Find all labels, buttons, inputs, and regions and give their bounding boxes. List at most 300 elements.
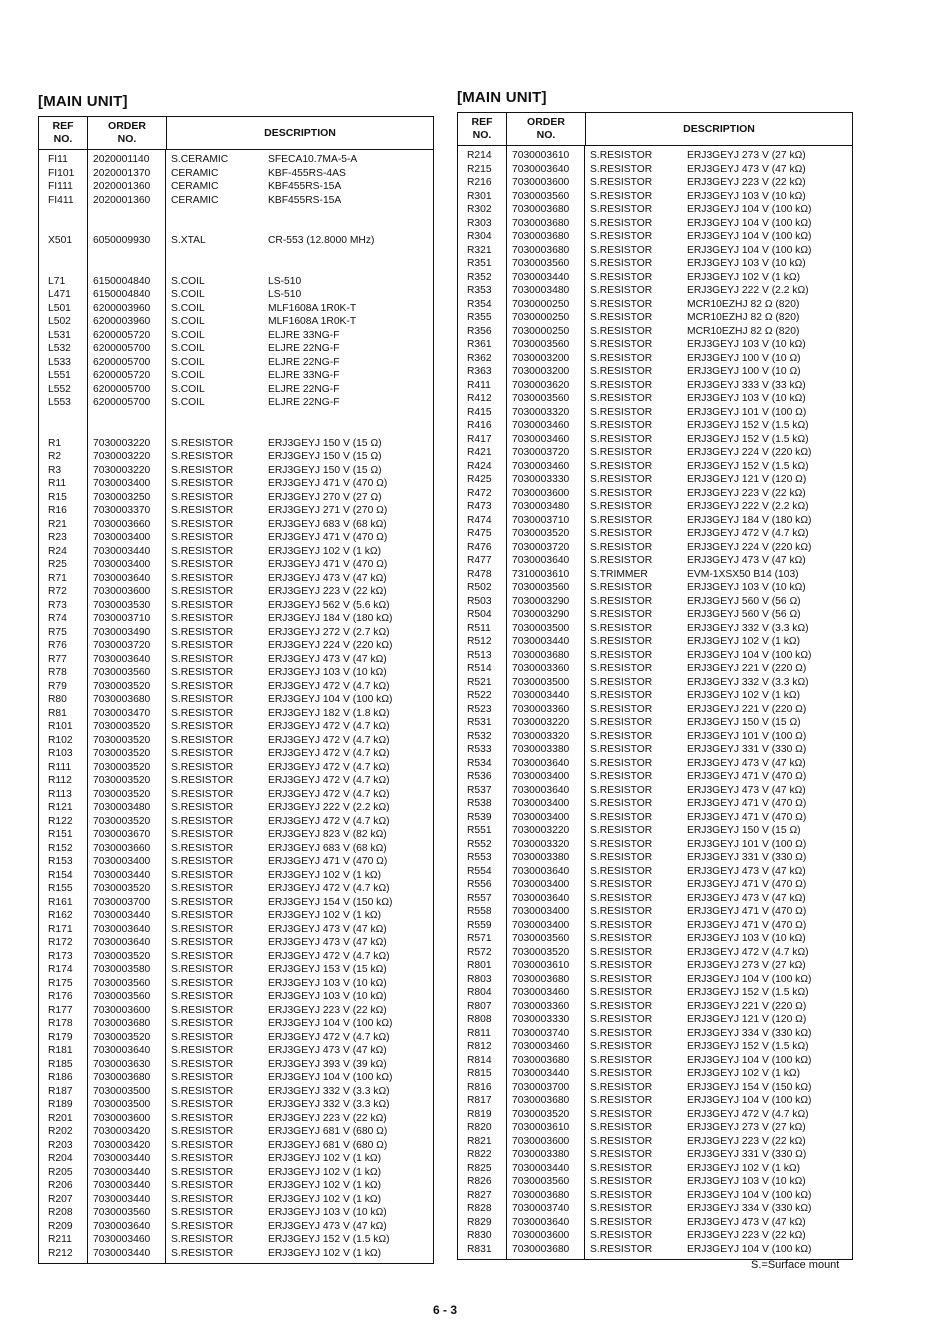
part-type: S.RESISTOR: [590, 636, 653, 647]
ref-no: R551: [467, 825, 492, 836]
part-type: S.RESISTOR: [171, 518, 234, 530]
table-row: [458, 473, 852, 487]
table-row: [39, 1139, 433, 1153]
order-no: 7030003220: [512, 717, 570, 728]
part-type: S.RESISTOR: [171, 437, 234, 449]
part-value: ERJ3GEYJ 473 V (47 kΩ): [687, 892, 806, 904]
ref-no: R536: [467, 771, 492, 782]
table-row: [458, 244, 852, 258]
ref-no: R177: [48, 1004, 73, 1016]
ref-no: R185: [48, 1058, 73, 1070]
part-value: ERJ3GEYJ 471 V (470 Ω): [687, 879, 807, 890]
part-value: ERJ3GEYJ 334 V (330 kΩ): [687, 1203, 812, 1214]
order-no: 7030003380: [512, 852, 570, 863]
ref-no: R821: [467, 1135, 492, 1147]
order-no: 7030000250: [512, 325, 570, 337]
table-row: [458, 163, 852, 177]
part-value: ERJ3GEYJ 103 V (10 kΩ): [268, 1207, 387, 1218]
ref-no: R321: [467, 244, 492, 256]
part-type: S.RESISTOR: [590, 285, 653, 296]
part-type: S.RESISTOR: [171, 856, 234, 867]
table-row: [39, 612, 433, 626]
table-row: [39, 1220, 433, 1234]
table-row: [39, 1071, 433, 1085]
part-value: ERJ3GEYJ 331 V (330 Ω): [687, 852, 807, 863]
footnote: S.=Surface mount: [751, 1259, 840, 1271]
table-row: [39, 1085, 433, 1099]
part-value: ERJ3GEYJ 681 V (680 Ω): [268, 1139, 388, 1151]
order-no: 7030003520: [93, 883, 151, 894]
order-no: 7030003520: [512, 528, 570, 539]
part-value: ERJ3GEYJ 473 V (47 kΩ): [687, 1216, 806, 1228]
table-row: [39, 194, 433, 208]
ref-no: R112: [48, 775, 72, 786]
ref-no: R474: [467, 514, 492, 526]
part-value: ERJ3GEYJ 473 V (47 kΩ): [268, 923, 387, 935]
table-row: [458, 1000, 852, 1014]
part-value: ERJ3GEYJ 103 V (10 kΩ): [687, 582, 806, 593]
table-row: [458, 865, 852, 879]
ref-no: R153: [48, 856, 73, 867]
ref-no: R162: [48, 910, 73, 921]
ref-no: R472: [467, 487, 492, 499]
part-type: S.RESISTOR: [171, 788, 234, 800]
table-spacer: [39, 207, 433, 221]
part-type: S.RESISTOR: [171, 694, 234, 705]
order-no: 7030003400: [512, 811, 570, 823]
part-type: S.RESISTOR: [590, 231, 653, 242]
part-type: S.RESISTOR: [590, 1230, 653, 1241]
part-type: S.RESISTOR: [171, 559, 234, 570]
order-no: 7030003400: [93, 532, 151, 543]
order-no: 7030003400: [512, 906, 570, 917]
order-no: 7030003520: [93, 761, 151, 773]
ref-no: R830: [467, 1230, 492, 1241]
header-ref: [39, 117, 88, 149]
table-row: [458, 311, 852, 325]
part-value: ERJ3GEYJ 562 V (5.6 kΩ): [268, 599, 390, 611]
table-row: [458, 1148, 852, 1162]
order-no: 7030003520: [93, 788, 151, 800]
table-row: [39, 774, 433, 788]
part-value: ERJ3GEYJ 103 V (10 kΩ): [687, 339, 806, 350]
part-type: S.RESISTOR: [171, 964, 234, 975]
ref-no: R475: [467, 528, 492, 539]
part-value: ERJ3GEYJ 683 V (68 kΩ): [268, 842, 387, 854]
ref-no: R473: [467, 501, 492, 512]
part-value: ERJ3GEYJ 102 V (1 kΩ): [268, 1180, 381, 1191]
part-value: ERJ3GEYJ 332 V (3.3 kΩ): [687, 622, 809, 634]
section-title: [MAIN UNIT]: [38, 93, 128, 110]
part-type: S.RESISTOR: [590, 852, 653, 863]
ref-no: R16: [48, 505, 67, 516]
order-no: 2020001360: [93, 194, 151, 206]
part-type: S.RESISTOR: [171, 532, 234, 543]
part-value: ERJ3GEYJ 102 V (1 kΩ): [268, 1247, 381, 1259]
part-value: ERJ3GEYJ 560 V (56 Ω): [687, 609, 801, 620]
part-value: ERJ3GEYJ 272 V (2.7 kΩ): [268, 626, 390, 638]
part-value: ERJ3GEYJ 472 V (4.7 kΩ): [268, 1031, 390, 1043]
order-no: 7030003480: [512, 285, 570, 296]
table-header: [39, 117, 433, 150]
ref-no: R808: [467, 1014, 492, 1025]
order-no: 7030003200: [512, 366, 570, 377]
table-row: [458, 190, 852, 204]
order-no: 7030003640: [93, 1045, 151, 1056]
part-value: ERJ3GEYJ 103 V (10 kΩ): [268, 991, 387, 1002]
order-no: 7030003400: [93, 478, 151, 489]
table-row: [458, 608, 852, 622]
ref-no: FI411: [48, 194, 74, 206]
part-type: S.RESISTOR: [171, 1072, 234, 1083]
order-no: 7030003400: [93, 559, 151, 570]
part-type: S.RESISTOR: [171, 1058, 234, 1070]
order-no: 7030003630: [93, 1058, 151, 1070]
part-value: ERJ3GEYJ 150 V (15 Ω): [268, 437, 382, 449]
part-type: CERAMIC: [171, 194, 219, 206]
part-type: S.RESISTOR: [590, 825, 653, 836]
order-no: 7030003680: [512, 1054, 570, 1066]
part-value: MLF1608A 1R0K-T: [268, 302, 357, 314]
part-type: S.RESISTOR: [171, 869, 234, 881]
part-type: S.RESISTOR: [590, 420, 653, 431]
ref-no: R176: [48, 991, 73, 1002]
ref-no: L532: [48, 343, 71, 354]
order-no: 7030003560: [93, 991, 151, 1002]
ref-no: R363: [467, 366, 492, 377]
ref-no: L531: [48, 329, 71, 341]
order-no: 7030003640: [93, 1220, 151, 1232]
order-no: 7030003680: [93, 1072, 151, 1083]
part-type: S.RESISTOR: [171, 1045, 234, 1056]
order-no: 7030003440: [512, 636, 570, 647]
parts-table: [38, 116, 434, 1264]
table-row: [458, 500, 852, 514]
header-label: REF NO.: [52, 120, 74, 145]
order-no: 7030003520: [512, 1108, 570, 1120]
order-no: 7030003460: [512, 1041, 570, 1052]
part-type: S.RESISTOR: [171, 734, 234, 746]
part-type: S.RESISTOR: [171, 667, 234, 678]
part-value: ERJ3GEYJ 150 V (15 Ω): [687, 825, 801, 836]
part-value: ERJ3GEYJ 104 V (100 kΩ): [687, 204, 812, 215]
ref-no: R178: [48, 1018, 73, 1029]
part-value: ERJ3GEYJ 472 V (4.7 kΩ): [687, 946, 809, 958]
table-row: [39, 1031, 433, 1045]
order-no: 7030003640: [512, 1216, 570, 1228]
table-row: [458, 1040, 852, 1054]
table-row: [458, 230, 852, 244]
ref-no: R552: [467, 838, 492, 850]
part-value: ERJ3GEYJ 224 V (220 kΩ): [268, 640, 393, 651]
table-row: [39, 491, 433, 505]
table-row: [458, 514, 852, 528]
part-type: S.RESISTOR: [590, 1014, 653, 1025]
ref-no: R80: [48, 694, 67, 705]
order-no: 7030003680: [93, 694, 151, 705]
part-value: ERJ3GEYJ 222 V (2.2 kΩ): [687, 285, 809, 296]
part-value: ERJ3GEYJ 104 V (100 kΩ): [687, 1243, 812, 1255]
part-type: S.RESISTOR: [171, 599, 234, 611]
ref-no: R209: [48, 1220, 73, 1232]
ref-no: R512: [467, 636, 492, 647]
table-row: [39, 936, 433, 950]
part-value: ERJ3GEYJ 102 V (1 kΩ): [687, 636, 800, 647]
table-row: [458, 689, 852, 703]
table-row: [39, 923, 433, 937]
ref-no: R301: [467, 190, 492, 202]
part-type: S.RESISTOR: [171, 1220, 234, 1232]
ref-no: R102: [48, 734, 73, 746]
table-row: [458, 730, 852, 744]
ref-no: R351: [467, 258, 492, 269]
table-row: [458, 298, 852, 312]
ref-no: R113: [48, 788, 72, 800]
order-no: 7030003220: [93, 451, 151, 462]
part-type: S.RESISTOR: [590, 892, 653, 904]
order-no: 6200005700: [93, 397, 151, 408]
ref-no: R206: [48, 1180, 73, 1191]
order-no: 7030003520: [93, 815, 151, 827]
order-no: 7030003680: [512, 1243, 570, 1255]
part-value: ERJ3GEYJ 472 V (4.7 kΩ): [268, 734, 390, 746]
order-no: 7030003520: [93, 734, 151, 746]
ref-no: R539: [467, 811, 492, 823]
order-no: 7030003290: [512, 609, 570, 620]
part-value: ERJ3GEYJ 471 V (470 Ω): [687, 771, 807, 782]
ref-no: R556: [467, 879, 492, 890]
part-value: ERJ3GEYJ 104 V (100 kΩ): [268, 694, 393, 705]
ref-no: R361: [467, 339, 492, 350]
table-row: [458, 1189, 852, 1203]
order-no: 7030003400: [512, 771, 570, 782]
part-value: LS-510: [268, 275, 302, 287]
part-type: S.RESISTOR: [590, 1243, 653, 1255]
ref-no: R21: [48, 518, 67, 530]
part-value: ERJ3GEYJ 102 V (1 kΩ): [268, 1193, 381, 1205]
part-type: S.RESISTOR: [171, 1112, 234, 1124]
table-spacer: [39, 261, 433, 275]
order-no: 7030003380: [512, 744, 570, 755]
table-row: [39, 909, 433, 923]
order-no: 7030003440: [512, 690, 570, 701]
part-value: ERJ3GEYJ 473 V (47 kΩ): [687, 555, 806, 566]
table-spacer: [39, 248, 433, 262]
part-value: ERJ3GEYJ 331 V (330 Ω): [687, 744, 807, 755]
part-type: S.RESISTOR: [171, 1193, 234, 1205]
table-row: [39, 504, 433, 518]
table-row: [39, 234, 433, 248]
ref-no: R171: [48, 923, 73, 935]
ref-no: R537: [467, 784, 492, 796]
order-no: 7030003600: [93, 1004, 151, 1016]
part-type: S.RESISTOR: [590, 352, 653, 364]
table-row: [39, 801, 433, 815]
order-no: 7030003710: [512, 514, 570, 526]
table-row: [458, 433, 852, 447]
part-value: ERJ3GEYJ 334 V (330 kΩ): [687, 1027, 812, 1039]
order-no: 2020001140: [93, 154, 150, 165]
part-type: S.RESISTOR: [171, 545, 234, 557]
ref-no: R352: [467, 271, 492, 283]
part-type: S.RESISTOR: [590, 177, 653, 188]
part-type: S.RESISTOR: [590, 514, 653, 526]
part-type: S.RESISTOR: [171, 1234, 234, 1245]
ref-no: R502: [467, 582, 492, 593]
part-type: S.RESISTOR: [590, 582, 653, 593]
part-type: S.RESISTOR: [590, 501, 653, 512]
part-value: ERJ3GEYJ 102 V (1 kΩ): [687, 690, 800, 701]
ref-no: R24: [48, 545, 67, 557]
part-value: ERJ3GEYJ 223 V (22 kΩ): [687, 1230, 806, 1241]
order-no: 7030003520: [93, 775, 151, 786]
order-no: 7030003460: [512, 987, 570, 998]
order-no: 7030003620: [512, 379, 570, 391]
table-row: [458, 595, 852, 609]
order-no: 7030003440: [512, 271, 570, 283]
table-row: [458, 1162, 852, 1176]
table-row: [458, 568, 852, 582]
part-value: ERJ3GEYJ 224 V (220 kΩ): [687, 541, 812, 553]
part-type: S.COIL: [171, 316, 205, 327]
part-type: S.RESISTOR: [590, 1135, 653, 1147]
table-row: [39, 396, 433, 410]
part-value: ERJ3GEYJ 102 V (1 kΩ): [687, 1068, 800, 1079]
ref-no: X501: [48, 235, 73, 246]
order-no: 7030003220: [93, 464, 151, 476]
part-value: ERJ3GEYJ 221 V (220 Ω): [687, 663, 807, 674]
table-row: [458, 271, 852, 285]
table-row: [458, 1094, 852, 1108]
order-no: 6200003960: [93, 316, 151, 327]
order-no: 7030003480: [93, 802, 151, 813]
part-value: SFECA10.7MA-5-A: [268, 154, 358, 165]
order-no: 7030003720: [512, 447, 570, 458]
part-value: ERJ3GEYJ 273 V (27 kΩ): [687, 960, 806, 971]
part-type: S.RESISTOR: [590, 744, 653, 755]
part-type: S.RESISTOR: [590, 919, 653, 931]
order-no: 7030003400: [512, 879, 570, 890]
ref-no: R421: [467, 447, 492, 458]
ref-no: R819: [467, 1108, 492, 1120]
part-value: ERJ3GEYJ 102 V (1 kΩ): [268, 869, 381, 881]
ref-no: FI11: [48, 154, 68, 165]
part-type: S.RESISTOR: [171, 1004, 234, 1016]
table-row: [39, 1206, 433, 1220]
part-value: ERJ3GEYJ 104 V (100 kΩ): [687, 649, 812, 661]
part-type: S.COIL: [171, 397, 205, 408]
part-value: ERJ3GEYJ 271 V (270 Ω): [268, 505, 388, 516]
table-row: [458, 446, 852, 460]
ref-no: R175: [48, 977, 73, 989]
ref-no: R304: [467, 231, 492, 242]
table-row: [39, 734, 433, 748]
part-type: S.RESISTOR: [590, 393, 653, 404]
table-row: [39, 531, 433, 545]
part-type: S.RESISTOR: [590, 1216, 653, 1228]
order-no: 7030003520: [93, 721, 151, 732]
part-type: S.RESISTOR: [590, 150, 653, 161]
table-row: [458, 1027, 852, 1041]
table-row: [39, 572, 433, 586]
part-type: S.RESISTOR: [171, 721, 234, 732]
part-type: S.RESISTOR: [171, 829, 234, 840]
table-row: [39, 153, 433, 167]
header-label: ORDER NO.: [527, 116, 565, 141]
ref-no: R829: [467, 1216, 492, 1228]
order-no: 7030003330: [512, 474, 570, 485]
ref-no: FI111: [48, 181, 73, 192]
order-no: 7030003460: [512, 433, 570, 445]
order-no: 2020001360: [93, 181, 151, 192]
ref-no: R362: [467, 352, 492, 364]
table-row: [39, 855, 433, 869]
order-no: 7030003400: [512, 919, 570, 931]
ref-no: R202: [48, 1126, 73, 1137]
ref-no: R477: [467, 555, 492, 566]
table-row: [458, 1202, 852, 1216]
ref-no: L502: [48, 316, 71, 327]
order-no: 7030003600: [512, 487, 570, 499]
part-type: S.RESISTOR: [590, 1176, 653, 1187]
table-row: [39, 896, 433, 910]
ref-no: L552: [48, 383, 71, 395]
ref-no: R73: [48, 599, 67, 611]
ref-no: R174: [48, 964, 73, 975]
part-value: ERJ3GEYJ 150 V (15 Ω): [268, 451, 382, 462]
table-row: [39, 828, 433, 842]
part-type: CERAMIC: [171, 181, 219, 192]
part-value: ERJ3GEYJ 471 V (470 Ω): [268, 532, 388, 543]
order-no: 7030003700: [512, 1081, 570, 1093]
table-row: [458, 851, 852, 865]
order-no: 7030003560: [512, 933, 570, 944]
part-value: ERJ3GEYJ 472 V (4.7 kΩ): [268, 721, 390, 732]
table-row: [39, 977, 433, 991]
ref-no: R825: [467, 1162, 492, 1174]
order-no: 7030003610: [512, 150, 570, 161]
order-no: 7030003560: [512, 393, 570, 404]
part-type: CERAMIC: [171, 167, 219, 179]
part-value: ERJ3GEYJ 100 V (10 Ω): [687, 366, 801, 377]
part-value: ERJ3GEYJ 332 V (3.3 kΩ): [268, 1099, 390, 1110]
order-no: 7030003640: [93, 653, 151, 665]
order-no: 7030003500: [93, 1099, 151, 1110]
ref-no: R828: [467, 1203, 492, 1214]
order-no: 7030003440: [93, 910, 151, 921]
ref-no: R816: [467, 1081, 492, 1093]
part-type: S.RESISTOR: [171, 640, 234, 651]
order-no: 7030003200: [512, 352, 570, 364]
order-no: 7030003460: [512, 420, 570, 431]
ref-no: R827: [467, 1189, 492, 1201]
part-type: S.RESISTOR: [590, 987, 653, 998]
table-row: [39, 1058, 433, 1072]
ref-no: R416: [467, 420, 492, 431]
part-value: ERJ3GEYJ 102 V (1 kΩ): [268, 545, 381, 557]
table-row: [39, 1193, 433, 1207]
parts-list-left: [38, 92, 434, 1264]
ref-no: R101: [48, 721, 73, 732]
part-value: ERJ3GEYJ 683 V (68 kΩ): [268, 518, 387, 530]
part-value: ERJ3GEYJ 101 V (100 Ω): [687, 730, 807, 742]
page-number: 6 - 3: [433, 1303, 458, 1317]
order-no: 7030003250: [93, 491, 151, 503]
part-value: ELJRE 22NG-F: [268, 383, 340, 395]
table-row: [458, 797, 852, 811]
part-type: S.RESISTOR: [171, 613, 234, 624]
table-row: [39, 869, 433, 883]
